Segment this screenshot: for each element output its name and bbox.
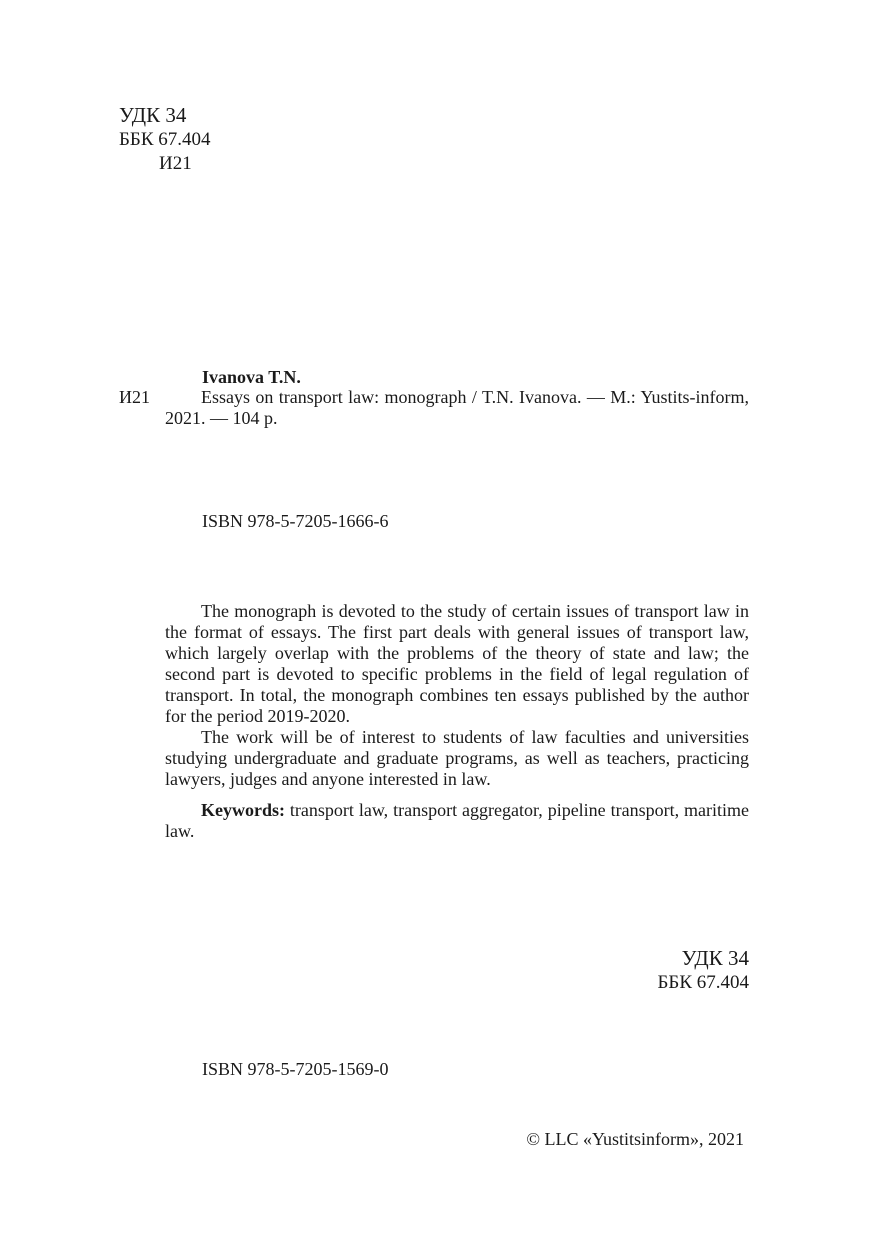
isbn-primary: ISBN 978-5-7205-1666-6	[202, 511, 389, 531]
abstract-paragraph-2: The work will be of interest to students of law faculties and universities studying undergraduate and graduate programs, as well as teachers, practicing lawyers, judges and anyone interested in law.	[165, 727, 749, 789]
copyright-notice: © LLC «Yustitsinform», 2021	[526, 1129, 744, 1149]
abstract-paragraph-1: The monograph is devoted to the study of certain issues of transport law in the format of essays. The first part deals with general issues of transport law, which largely overlap with the problems of the theory of state and law; the second part is devoted to specific problems in the field of legal regulation of transport. In total, the monograph combines ten essays published by the author for the period 2019-2020.	[165, 601, 749, 726]
udk-code-top: УДК 34	[119, 103, 187, 127]
bibliographic-citation: Essays on transport law: monograph / T.N. Ivanova. — M.: Yustits-inform, 2021. — 104 p.	[165, 387, 749, 428]
keywords	[165, 800, 749, 842]
keywords-label: Keywords:	[201, 800, 285, 820]
udk-code-bottom: УДК 34	[681, 946, 749, 970]
isbn-secondary: ISBN 978-5-7205-1569-0	[202, 1059, 389, 1079]
abstract	[165, 601, 749, 842]
bbk-code-top: ББК 67.404	[119, 129, 211, 150]
bbk-code-bottom: ББК 67.404	[657, 972, 749, 993]
author-sign-entry: И21	[119, 387, 150, 407]
author-name: Ivanova T.N.	[202, 367, 301, 387]
keywords-list: transport law, transport aggregator, pipeline transport, maritime law.	[165, 800, 749, 841]
author-sign-top: И21	[159, 153, 192, 174]
